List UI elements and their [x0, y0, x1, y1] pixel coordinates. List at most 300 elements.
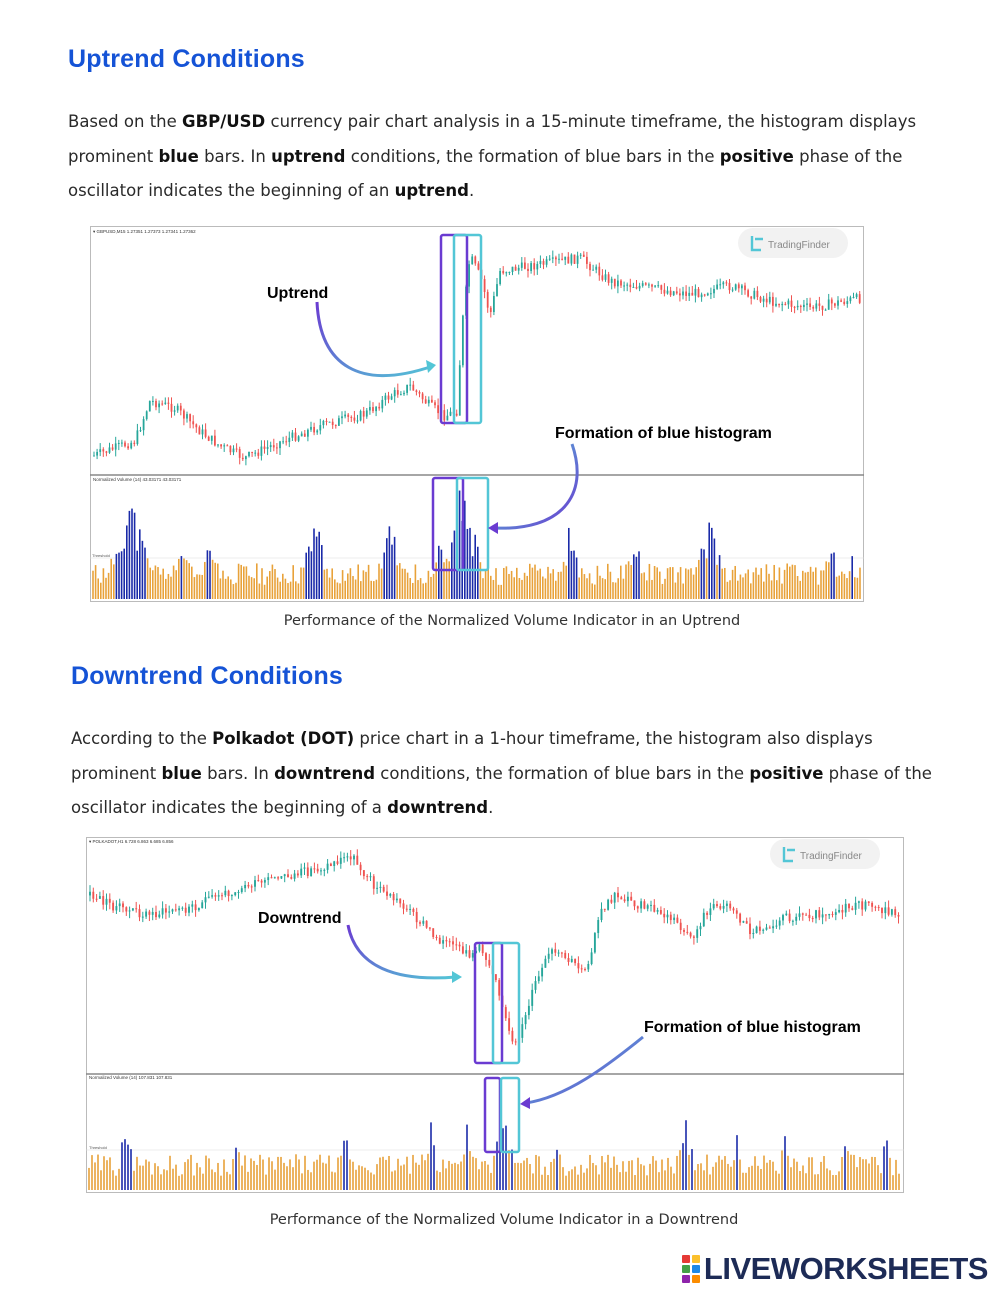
- candle-body: [158, 915, 160, 918]
- bold-term: blue: [161, 763, 202, 783]
- candle-body: [884, 907, 886, 913]
- candle-body: [558, 953, 560, 954]
- candle-body: [447, 416, 449, 421]
- candle-body: [149, 401, 151, 411]
- candle-body: [528, 1006, 530, 1015]
- candle-body: [706, 913, 708, 915]
- candle-body: [241, 888, 243, 892]
- candle-body: [185, 908, 187, 913]
- candle-body: [236, 449, 238, 450]
- candle-body: [855, 903, 857, 910]
- candle-body: [360, 865, 362, 870]
- text-run: .: [488, 798, 494, 817]
- watermark-text: TradingFinder: [768, 240, 830, 251]
- candle-body: [626, 285, 628, 286]
- candle-body: [800, 306, 802, 307]
- candle-body: [828, 914, 830, 915]
- candle-body: [439, 938, 441, 944]
- downtrend-paragraph: [71, 722, 951, 826]
- candle-body: [775, 304, 777, 306]
- candle-body: [335, 425, 337, 426]
- candle-body: [376, 888, 378, 889]
- candle-body: [858, 901, 860, 902]
- candle-body: [741, 285, 743, 288]
- candle-body: [490, 308, 492, 312]
- candle-body: [673, 918, 675, 920]
- candle-body: [143, 419, 145, 430]
- candle-body: [663, 914, 665, 917]
- candle-body: [122, 903, 124, 907]
- candle-body: [605, 274, 607, 280]
- candle-body: [96, 899, 98, 900]
- candle-body: [521, 1024, 523, 1038]
- candle-body: [789, 914, 791, 921]
- candle-body: [106, 451, 108, 452]
- candle-body: [488, 960, 490, 966]
- section-heading-uptrend: Uptrend Conditions: [68, 45, 305, 73]
- text-run: .: [468, 181, 475, 200]
- candle-body: [535, 981, 537, 990]
- candle-body: [369, 407, 371, 410]
- candle-body: [695, 289, 697, 296]
- candle-body: [99, 449, 101, 452]
- candle-body: [450, 412, 452, 416]
- candle-body: [554, 949, 556, 952]
- candle-body: [680, 923, 682, 930]
- candle-body: [346, 856, 348, 857]
- candle-body: [577, 963, 579, 968]
- candle-body: [584, 969, 586, 970]
- candle-body: [850, 297, 852, 301]
- candle-body: [868, 902, 870, 903]
- candle-body: [719, 906, 721, 909]
- candle-body: [648, 284, 650, 285]
- candle-body: [533, 263, 535, 269]
- candle-body: [251, 886, 253, 887]
- candle-body: [456, 414, 458, 416]
- candle-body: [543, 261, 545, 265]
- bold-term: uptrend: [271, 146, 346, 166]
- candle-body: [366, 876, 368, 877]
- candle-body: [254, 453, 256, 454]
- candle-body: [242, 458, 244, 459]
- candle-body: [795, 917, 797, 921]
- candle-body: [437, 405, 439, 413]
- candle-body: [496, 284, 498, 296]
- candle-body: [587, 964, 589, 969]
- candle-body: [341, 416, 343, 418]
- candle-body: [273, 445, 275, 447]
- candle-body: [205, 897, 207, 902]
- candle-body: [343, 857, 345, 858]
- candle-body: [498, 980, 500, 996]
- candle-body: [142, 917, 144, 918]
- candle-body: [511, 1031, 513, 1042]
- candle-body: [581, 968, 583, 969]
- candle-body: [124, 443, 126, 447]
- candle-body: [541, 968, 543, 977]
- candle-body: [527, 269, 529, 271]
- candle-body: [700, 926, 702, 929]
- candle-body: [172, 909, 174, 911]
- candle-body: [298, 436, 300, 440]
- candle-body: [288, 438, 290, 442]
- candle-body: [552, 257, 554, 258]
- candle-body: [137, 430, 139, 444]
- candle-body: [264, 447, 266, 449]
- candle-body: [208, 437, 210, 441]
- candle-body: [536, 264, 538, 269]
- candle-body: [99, 896, 101, 899]
- candle-body: [726, 904, 728, 906]
- candle-body: [538, 976, 540, 981]
- candle-body: [577, 256, 579, 264]
- candle-body: [815, 303, 817, 308]
- candle-body: [471, 256, 473, 264]
- candle-body: [445, 940, 447, 941]
- bold-term: uptrend: [394, 181, 469, 200]
- candle-body: [239, 449, 241, 458]
- candle-body: [627, 897, 629, 901]
- candle-body: [594, 933, 596, 952]
- candle-body: [620, 897, 622, 899]
- threshold-label: Threshold: [89, 1145, 107, 1150]
- candle-body: [155, 401, 157, 407]
- candle-body: [555, 257, 557, 259]
- candle-body: [350, 417, 352, 418]
- candle-body: [300, 869, 302, 876]
- candle-body: [323, 870, 325, 871]
- candle-body: [750, 297, 752, 299]
- candle-body: [139, 909, 141, 917]
- candle-body: [704, 295, 706, 296]
- candle-body: [459, 945, 461, 947]
- candle-body: [660, 910, 662, 914]
- candle-body: [337, 861, 339, 864]
- candle-body: [835, 912, 837, 915]
- candle-body: [165, 908, 167, 912]
- candle-body: [409, 385, 411, 386]
- candle-body: [469, 950, 471, 957]
- text-run: According to the: [71, 729, 213, 748]
- candle-body: [226, 445, 228, 446]
- candle-body: [841, 910, 843, 913]
- candle-body: [693, 937, 695, 938]
- candle-body: [853, 297, 855, 298]
- candle-body: [201, 902, 203, 908]
- candle-body: [452, 941, 454, 944]
- candle-body: [181, 908, 183, 909]
- candle-body: [707, 293, 709, 295]
- candle-body: [323, 421, 325, 425]
- candle-body: [607, 900, 609, 910]
- candle-body: [495, 974, 497, 980]
- candle-body: [831, 299, 833, 303]
- candle-body: [146, 411, 148, 419]
- candle-body: [640, 901, 642, 908]
- candle-body: [739, 914, 741, 923]
- candle-body: [357, 420, 359, 421]
- candle-body: [399, 899, 401, 904]
- candle-body: [301, 434, 303, 437]
- candle-body: [698, 289, 700, 297]
- candle-body: [93, 456, 95, 457]
- candle-body: [198, 908, 200, 910]
- candle-body: [749, 924, 751, 934]
- candle-body: [164, 403, 166, 404]
- candle-body: [546, 259, 548, 264]
- candle-body: [766, 927, 768, 929]
- candle-body: [785, 914, 787, 915]
- candle-body: [375, 407, 377, 411]
- candle-body: [589, 264, 591, 270]
- candle-body: [412, 385, 414, 391]
- candle-body: [509, 272, 511, 273]
- candle-body: [792, 921, 794, 922]
- candle-body: [285, 441, 287, 442]
- candle-body: [874, 907, 876, 908]
- candle-body: [772, 926, 774, 928]
- candle-body: [472, 953, 474, 958]
- candle-body: [769, 297, 771, 302]
- candle-body: [245, 456, 247, 459]
- candle-body: [416, 912, 418, 922]
- bold-term: blue: [158, 146, 199, 166]
- candle-body: [530, 263, 532, 271]
- text-run: conditions, the formation of blue bars in the: [345, 146, 720, 166]
- candle-body: [832, 914, 834, 915]
- candle-body: [356, 856, 358, 865]
- candle-body: [403, 393, 405, 394]
- candle-body: [468, 264, 470, 286]
- candle-body: [696, 929, 698, 938]
- candle-body: [426, 921, 428, 928]
- bold-term: positive: [719, 146, 794, 166]
- candle-body: [898, 915, 900, 916]
- candle-body: [313, 427, 315, 433]
- candle-body: [614, 893, 616, 903]
- candle-body: [388, 396, 390, 400]
- candle-body: [354, 418, 356, 421]
- candle-body: [221, 895, 223, 896]
- candle-body: [326, 421, 328, 422]
- candle-body: [710, 293, 712, 294]
- candle-body: [383, 887, 385, 892]
- candle-body: [267, 447, 269, 449]
- candle-body: [189, 414, 191, 421]
- text-run: bars. In: [201, 763, 275, 783]
- candle-body: [753, 291, 755, 299]
- candle-body: [861, 901, 863, 909]
- candle-body: [96, 452, 98, 456]
- bold-term: Polkadot (DOT): [212, 729, 355, 748]
- candle-body: [393, 894, 395, 900]
- candle-body: [878, 907, 880, 908]
- candle-body: [806, 303, 808, 304]
- symbol-label: ▾ GBPUSD,M15 1.27351 1.27373 1.27341 1.27362: [93, 229, 196, 234]
- text-run: phase of the oscillator indicates the beginning of a: [71, 763, 932, 817]
- candle-body: [617, 281, 619, 287]
- candle-body: [871, 903, 873, 907]
- candle-body: [223, 445, 225, 446]
- candle-body: [363, 870, 365, 876]
- candle-body: [859, 294, 861, 303]
- candle-body: [637, 906, 639, 908]
- candle-body: [330, 864, 332, 866]
- candle-body: [168, 912, 170, 913]
- candle-body: [742, 921, 744, 922]
- candle-body: [812, 307, 814, 309]
- candle-body: [723, 906, 725, 909]
- candle-body: [799, 913, 801, 916]
- bold-term: downtrend: [387, 798, 489, 817]
- candle-body: [856, 294, 858, 297]
- candle-body: [282, 441, 284, 442]
- candle-body: [571, 255, 573, 264]
- candle-body: [642, 283, 644, 286]
- candle-body: [220, 444, 222, 446]
- candle-body: [744, 285, 746, 290]
- candle-body: [634, 900, 636, 906]
- candle-body: [604, 909, 606, 910]
- candle-body: [772, 297, 774, 306]
- candle-body: [177, 406, 179, 411]
- candle-body: [304, 434, 306, 437]
- candle-body: [319, 425, 321, 430]
- candle-body: [686, 932, 688, 933]
- candle-body: [409, 909, 411, 910]
- candle-body: [89, 892, 91, 896]
- candle-body: [428, 400, 430, 404]
- candle-body: [683, 930, 685, 932]
- candle-body: [478, 263, 480, 269]
- candle-body: [802, 913, 804, 914]
- candle-body: [784, 304, 786, 305]
- candle-body: [670, 291, 672, 296]
- candle-body: [271, 877, 273, 878]
- candle-body: [676, 291, 678, 293]
- candle-body: [244, 885, 246, 888]
- candle-body: [307, 867, 309, 876]
- candle-body: [515, 1041, 517, 1042]
- candle-body: [261, 881, 263, 883]
- candle-body: [332, 422, 334, 425]
- candle-body: [803, 305, 805, 307]
- candle-body: [825, 914, 827, 915]
- candle-body: [551, 949, 553, 954]
- candle-body: [610, 900, 612, 903]
- candle-body: [442, 940, 444, 944]
- candle-body: [482, 945, 484, 953]
- candle-body: [474, 256, 476, 263]
- watermark-text: TradingFinder: [800, 851, 862, 862]
- candle-body: [129, 910, 131, 911]
- candle-body: [431, 400, 433, 403]
- candle-body: [119, 903, 121, 906]
- candle-body: [277, 877, 279, 878]
- candle-body: [735, 284, 737, 289]
- candle-body: [650, 905, 652, 906]
- candle-body: [657, 910, 659, 912]
- candle-body: [746, 921, 748, 923]
- candle-body: [231, 895, 233, 896]
- text-run: currency pair chart analysis in a 15-minute timeframe, the histogram displays prominent: [68, 112, 917, 166]
- candle-body: [344, 415, 346, 417]
- candle-body: [653, 905, 655, 912]
- candle-body: [109, 899, 111, 903]
- candle-body: [162, 908, 164, 914]
- candle-body: [611, 279, 613, 283]
- candle-body: [567, 257, 569, 264]
- candle-body: [592, 270, 594, 271]
- candle-body: [462, 946, 464, 953]
- candle-body: [455, 944, 457, 945]
- candle-body: [125, 907, 127, 911]
- candle-body: [738, 284, 740, 288]
- candle-body: [287, 874, 289, 877]
- candle-body: [838, 910, 840, 912]
- candle-body: [639, 286, 641, 289]
- candle-body: [524, 263, 526, 269]
- candle-body: [601, 909, 603, 920]
- candle-body: [257, 880, 259, 881]
- candle-body: [191, 904, 193, 906]
- candle-body: [188, 907, 190, 913]
- candle-body: [664, 290, 666, 294]
- candle-body: [782, 915, 784, 920]
- candle-body: [372, 407, 374, 411]
- candle-body: [756, 927, 758, 933]
- candle-body: [199, 427, 201, 434]
- candle-body: [174, 410, 176, 411]
- candle-body: [888, 907, 890, 914]
- candle-body: [327, 864, 329, 870]
- candle-body: [127, 446, 129, 448]
- candle-body: [512, 267, 514, 272]
- candle-body: [583, 255, 585, 257]
- candle-body: [133, 443, 135, 444]
- candle-body: [691, 293, 693, 296]
- candle-body: [338, 418, 340, 426]
- logo-blocks-icon: [682, 1255, 700, 1283]
- candle-body: [499, 271, 501, 284]
- candle-body: [270, 445, 272, 447]
- candle-body: [152, 401, 154, 402]
- chart-frame: [91, 227, 864, 602]
- candle-body: [208, 897, 210, 898]
- candle-body: [422, 921, 424, 924]
- candle-body: [132, 908, 134, 910]
- candle-body: [769, 927, 771, 928]
- candle-body: [574, 959, 576, 963]
- candle-body: [558, 259, 560, 260]
- candle-body: [544, 959, 546, 968]
- candle-body: [112, 447, 114, 449]
- candle-body: [837, 300, 839, 305]
- candle-body: [791, 301, 793, 307]
- candle-body: [192, 421, 194, 424]
- candle-body: [183, 410, 185, 418]
- candle-body: [645, 283, 647, 284]
- candle-body: [394, 390, 396, 396]
- candle-body: [432, 928, 434, 937]
- candle-body: [313, 868, 315, 869]
- candle-body: [347, 415, 349, 417]
- candle-body: [329, 422, 331, 423]
- candle-body: [766, 299, 768, 303]
- candle-body: [819, 303, 821, 305]
- candle-body: [531, 990, 533, 1006]
